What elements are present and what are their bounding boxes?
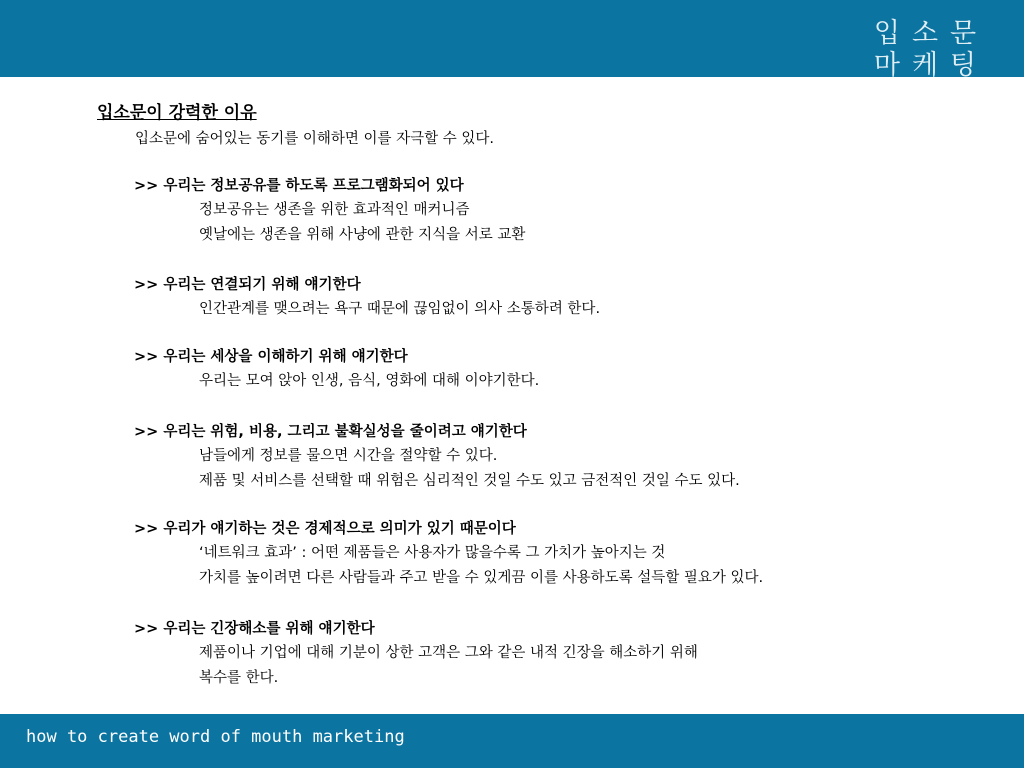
section-line: 복수를 한다.: [199, 670, 279, 686]
section-line: 인간관계를 맺으려는 욕구 때문에 끊임없이 의사 소통하려 한다.: [199, 301, 601, 317]
section-line: 우리는 모여 앉아 인생, 음식, 영화에 대해 이야기한다.: [199, 373, 540, 389]
section-heading: >> 우리는 위험, 비용, 그리고 불확실성을 줄이려고 얘기한다: [134, 424, 527, 440]
section-tension-relief: [134, 617, 698, 691]
section-heading: >> 우리는 정보공유를 하도록 프로그램화되어 있다: [134, 178, 464, 194]
section-line: 제품이나 기업에 대해 기분이 상한 고객은 그와 같은 내적 긴장을 해소하기 위해: [199, 645, 698, 661]
footer-text: how to create word of mouth marketing: [26, 727, 405, 747]
intro-text: 입소문에 숨어있는 동기를 이해하면 이를 자극할 수 있다.: [135, 131, 495, 147]
section-heading: >> 우리는 세상을 이해하기 위해 얘기한다: [134, 349, 408, 365]
section-heading: >> 우리가 얘기하는 것은 경제적으로 의미가 있기 때문이다: [134, 521, 516, 537]
section-line: 정보공유는 생존을 위한 효과적인 매커니즘: [199, 202, 470, 218]
section-risk-reduction: [134, 420, 740, 494]
section-line: 제품 및 서비스를 선택할 때 위험은 심리적인 것일 수도 있고 금전적인 것일 수도 있다.: [199, 473, 740, 489]
section-heading: >> 우리는 연결되기 위해 얘기한다: [134, 277, 361, 293]
slide-heading: 입소문이 강력한 이유: [97, 103, 257, 123]
section-connection: [134, 273, 600, 322]
header-title: 입소문마케팅: [873, 18, 989, 81]
section-line: 가치를 높이려면 다른 사람들과 주고 받을 수 있게끔 이를 사용하도록 설득할 필요가 있다.: [199, 570, 764, 586]
section-heading: >> 우리는 긴장해소를 위해 얘기한다: [134, 621, 375, 637]
section-understanding: [134, 345, 539, 394]
section-line: 남들에게 정보를 물으면 시간을 절약할 수 있다.: [199, 448, 498, 464]
section-network-effect: [134, 517, 763, 591]
section-line: 옛날에는 생존을 위해 사냥에 관한 지식을 서로 교환: [199, 227, 526, 243]
section-info-sharing: [134, 174, 525, 248]
section-line: ‘네트워크 효과’ : 어떤 제품들은 사용자가 많을수록 그 가치가 높아지는 것: [199, 545, 666, 561]
